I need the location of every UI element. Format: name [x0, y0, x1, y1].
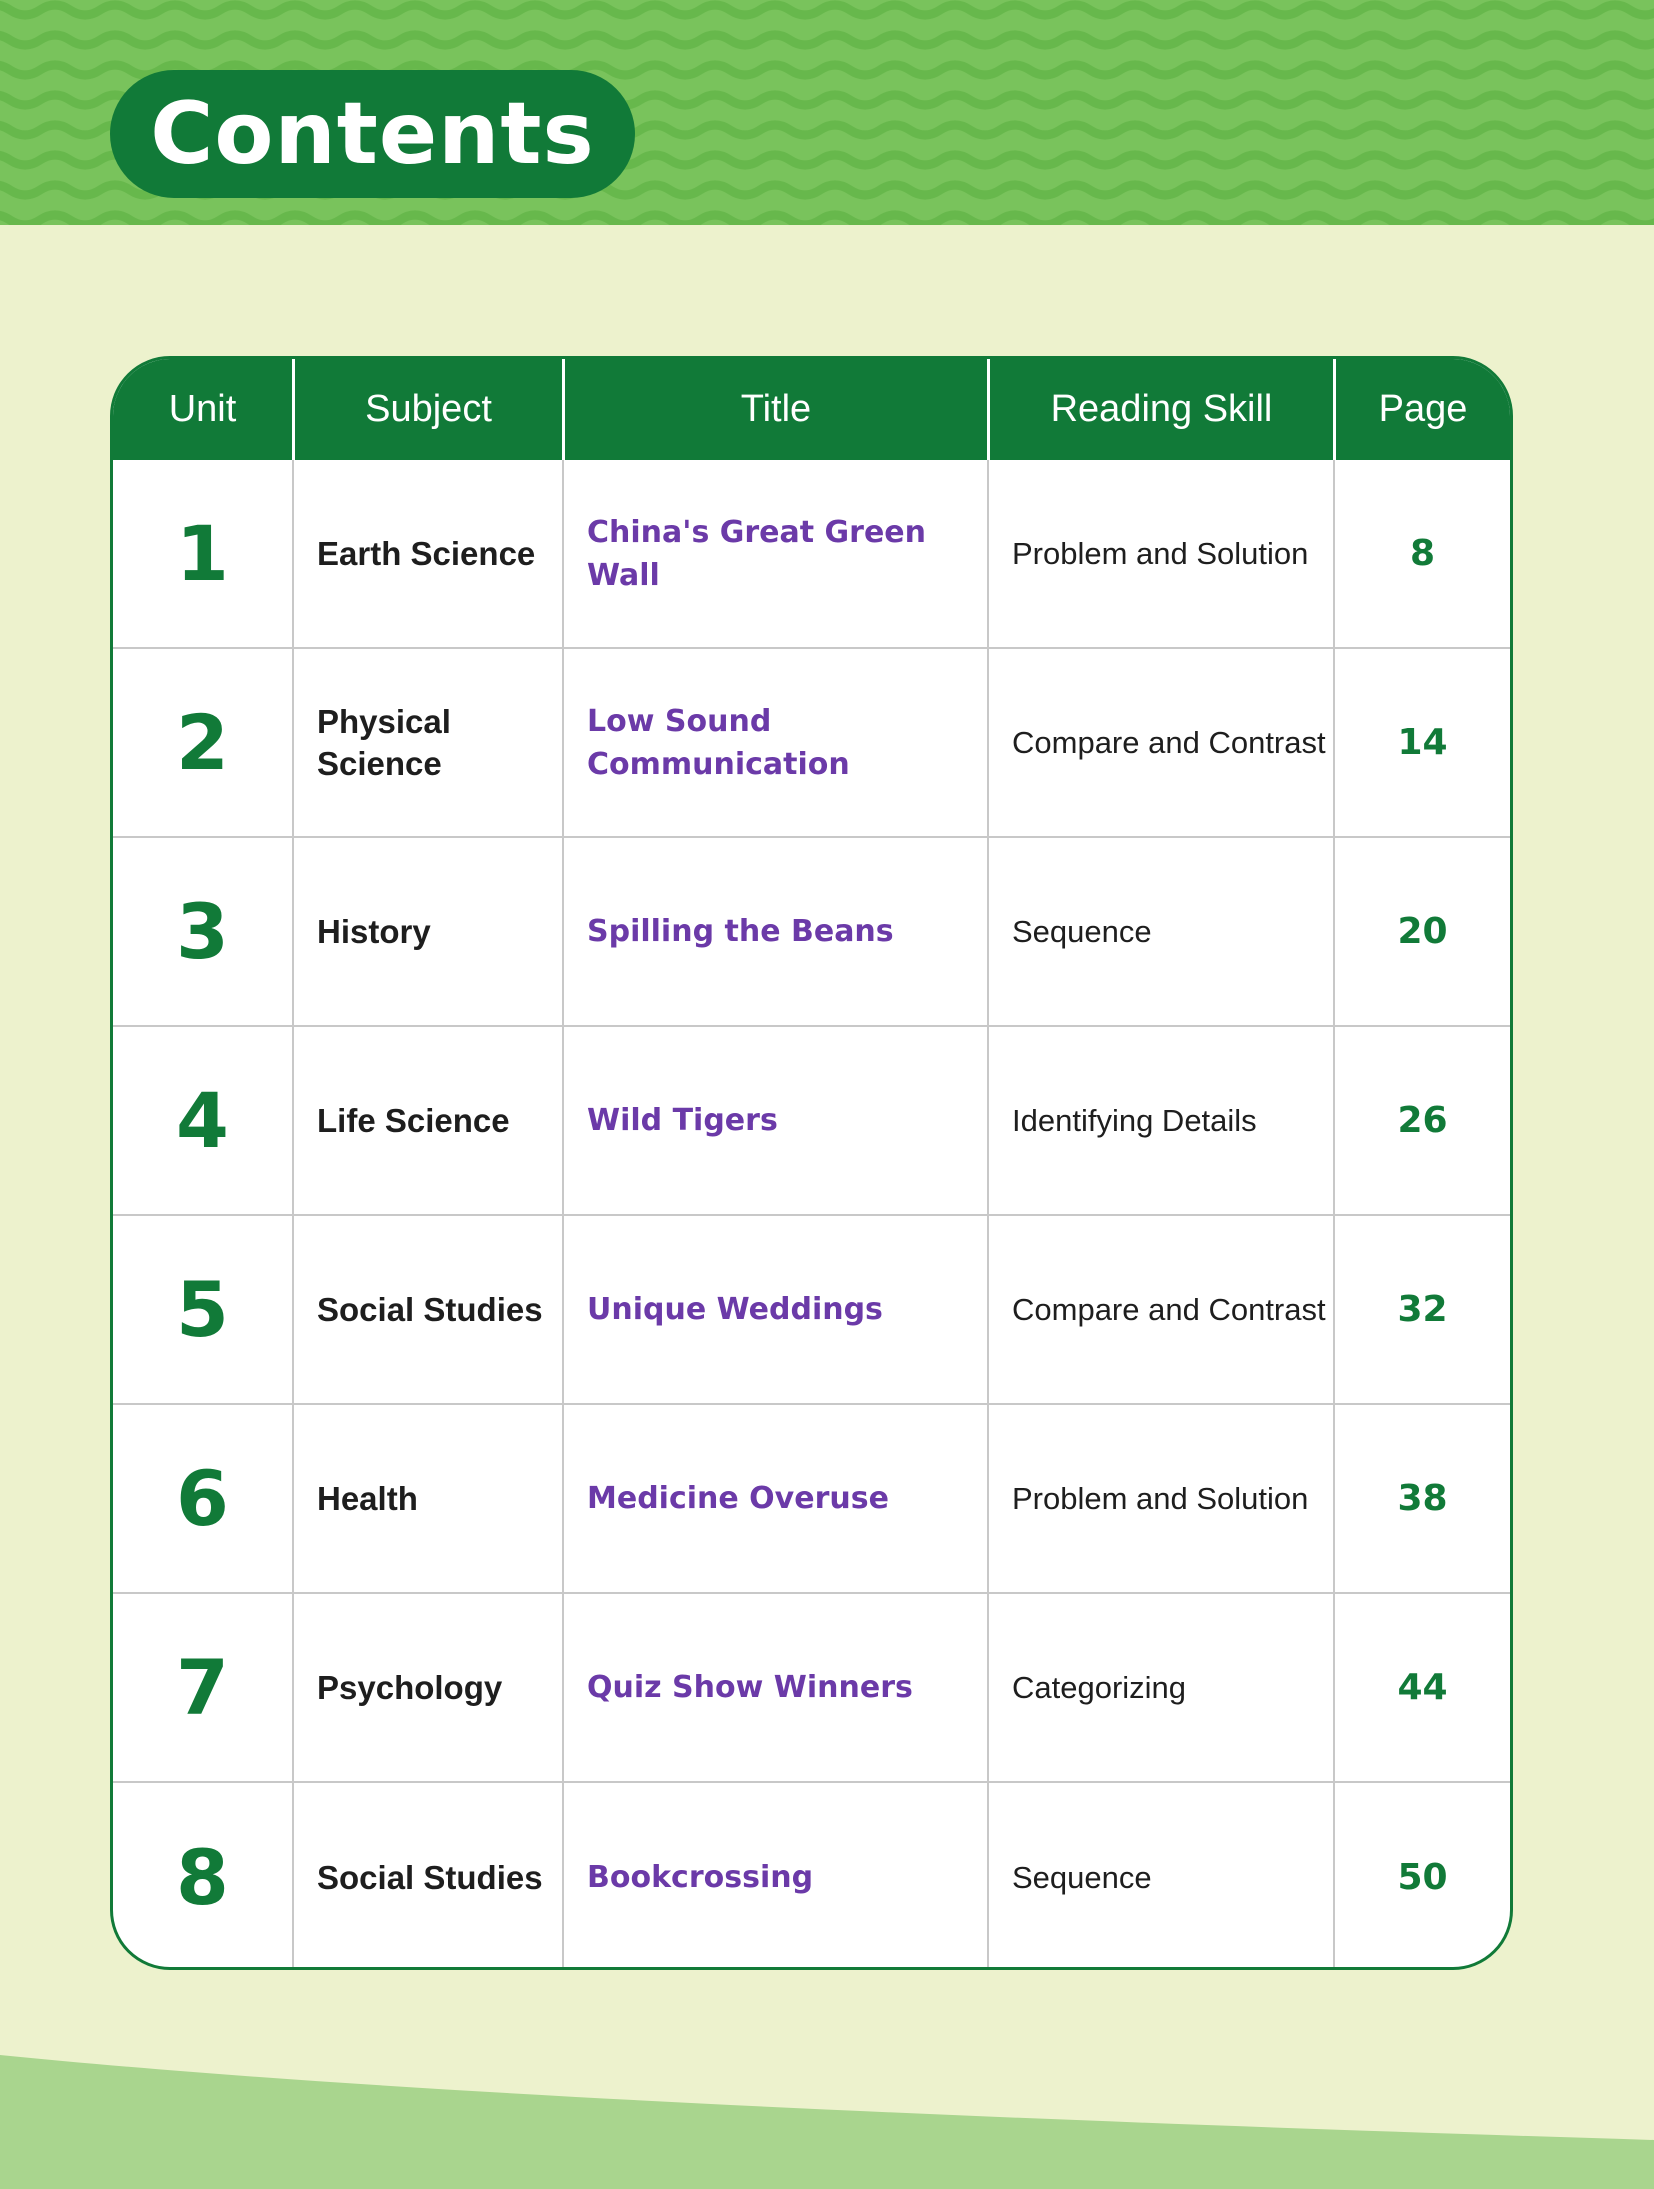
column-header-page: Page [1333, 359, 1510, 460]
contents-table [110, 356, 1513, 1970]
table-row [113, 1405, 1510, 1594]
reading-skill-text: Sequence [1012, 1859, 1152, 1895]
page-number: 20 [1397, 911, 1448, 952]
table-row [113, 460, 1510, 649]
page-number: 14 [1397, 722, 1448, 763]
table-row [113, 838, 1510, 1027]
title-cell [562, 1405, 987, 1592]
title-text: Quiz Show Winners [587, 1670, 913, 1705]
page-title: Contents [150, 84, 595, 184]
subject-text: History [317, 912, 431, 950]
column-header-reading-skill: Reading Skill [987, 359, 1333, 460]
contents-title-badge [110, 70, 635, 198]
subject-text: Life Science [317, 1101, 510, 1139]
reading-skill-text: Problem and Solution [1012, 535, 1309, 571]
reading-skill-text: Sequence [1012, 913, 1152, 949]
subject-cell [292, 1594, 562, 1781]
subject-cell [292, 1405, 562, 1592]
column-header-title: Title [562, 359, 987, 460]
unit-number: 8 [176, 1833, 229, 1922]
page-cell [1333, 460, 1510, 647]
page-cell [1333, 1027, 1510, 1214]
reading-skill-text: Compare and Contrast [1012, 724, 1326, 760]
subject-cell [292, 1216, 562, 1403]
unit-cell [113, 1783, 292, 1970]
table-body [113, 460, 1510, 1970]
unit-number: 5 [176, 1265, 229, 1354]
wave-line [0, 35, 1654, 45]
title-text: Low Sound Communication [587, 703, 850, 782]
title-cell [562, 1027, 987, 1214]
unit-number: 7 [176, 1643, 229, 1732]
table-row [113, 1216, 1510, 1405]
title-cell [562, 838, 987, 1025]
reading-skill-text: Identifying Details [1012, 1102, 1257, 1138]
page-number: 26 [1397, 1100, 1448, 1141]
title-text: Medicine Overuse [587, 1481, 889, 1516]
subject-text: Earth Science [317, 534, 536, 572]
unit-cell [113, 460, 292, 647]
reading-skill-cell [987, 460, 1333, 647]
subject-text: Physical Science [317, 702, 451, 782]
unit-cell [113, 1216, 292, 1403]
unit-cell [113, 1027, 292, 1214]
column-header-unit: Unit [168, 388, 237, 430]
reading-skill-text: Categorizing [1012, 1669, 1187, 1705]
unit-cell [113, 649, 292, 836]
reading-skill-cell [987, 1783, 1333, 1970]
table-row [113, 1594, 1510, 1783]
page-number: 44 [1397, 1667, 1448, 1708]
page-cell [1333, 1594, 1510, 1781]
subject-cell [292, 1783, 562, 1970]
table-header [113, 359, 1510, 460]
subject-cell [292, 1027, 562, 1214]
unit-number: 1 [176, 509, 229, 598]
reading-skill-cell [987, 649, 1333, 836]
subject-cell [292, 838, 562, 1025]
title-text: Unique Weddings [587, 1292, 883, 1327]
reading-skill-text: Compare and Contrast [1012, 1291, 1326, 1327]
unit-number: 2 [176, 698, 229, 787]
table-row [113, 1027, 1510, 1216]
title-cell [562, 1594, 987, 1781]
title-text: Spilling the Beans [587, 914, 894, 949]
table-row [113, 1783, 1510, 1970]
title-cell [562, 649, 987, 836]
page-number: 38 [1397, 1478, 1448, 1519]
title-cell [562, 1783, 987, 1970]
subject-text: Psychology [317, 1668, 503, 1706]
reading-skill-cell [987, 1405, 1333, 1592]
subject-cell [292, 649, 562, 836]
unit-number: 4 [176, 1076, 229, 1165]
wave-line [0, 215, 1654, 225]
unit-number: 6 [176, 1454, 229, 1543]
subject-text: Health [317, 1479, 418, 1517]
page-number: 50 [1397, 1857, 1448, 1898]
table-row [113, 649, 1510, 838]
page-cell [1333, 1405, 1510, 1592]
title-cell [562, 1216, 987, 1403]
title-cell [562, 460, 987, 647]
page-number: 32 [1397, 1289, 1448, 1330]
page-cell [1333, 649, 1510, 836]
unit-cell [113, 838, 292, 1025]
reading-skill-cell [987, 838, 1333, 1025]
page-cell [1333, 838, 1510, 1025]
page-cell [1333, 1783, 1510, 1970]
wavy-header-band [0, 0, 1654, 225]
title-text: Wild Tigers [587, 1103, 778, 1138]
page-number: 8 [1409, 533, 1436, 574]
column-header-subject: Subject [292, 359, 562, 460]
reading-skill-cell [987, 1594, 1333, 1781]
unit-number: 3 [176, 887, 229, 976]
subject-cell [292, 460, 562, 647]
reading-skill-text: Problem and Solution [1012, 1480, 1309, 1516]
subject-text: Social Studies [317, 1858, 543, 1896]
subject-text: Social Studies [317, 1290, 543, 1328]
title-text: Bookcrossing [587, 1860, 814, 1895]
reading-skill-cell [987, 1027, 1333, 1214]
unit-cell [113, 1405, 292, 1592]
wave-line [0, 5, 1654, 15]
reading-skill-cell [987, 1216, 1333, 1403]
unit-cell [113, 1594, 292, 1781]
page-cell [1333, 1216, 1510, 1403]
bottom-wave-decoration [0, 2040, 1654, 2189]
title-text: China's Great Green Wall [587, 514, 927, 593]
